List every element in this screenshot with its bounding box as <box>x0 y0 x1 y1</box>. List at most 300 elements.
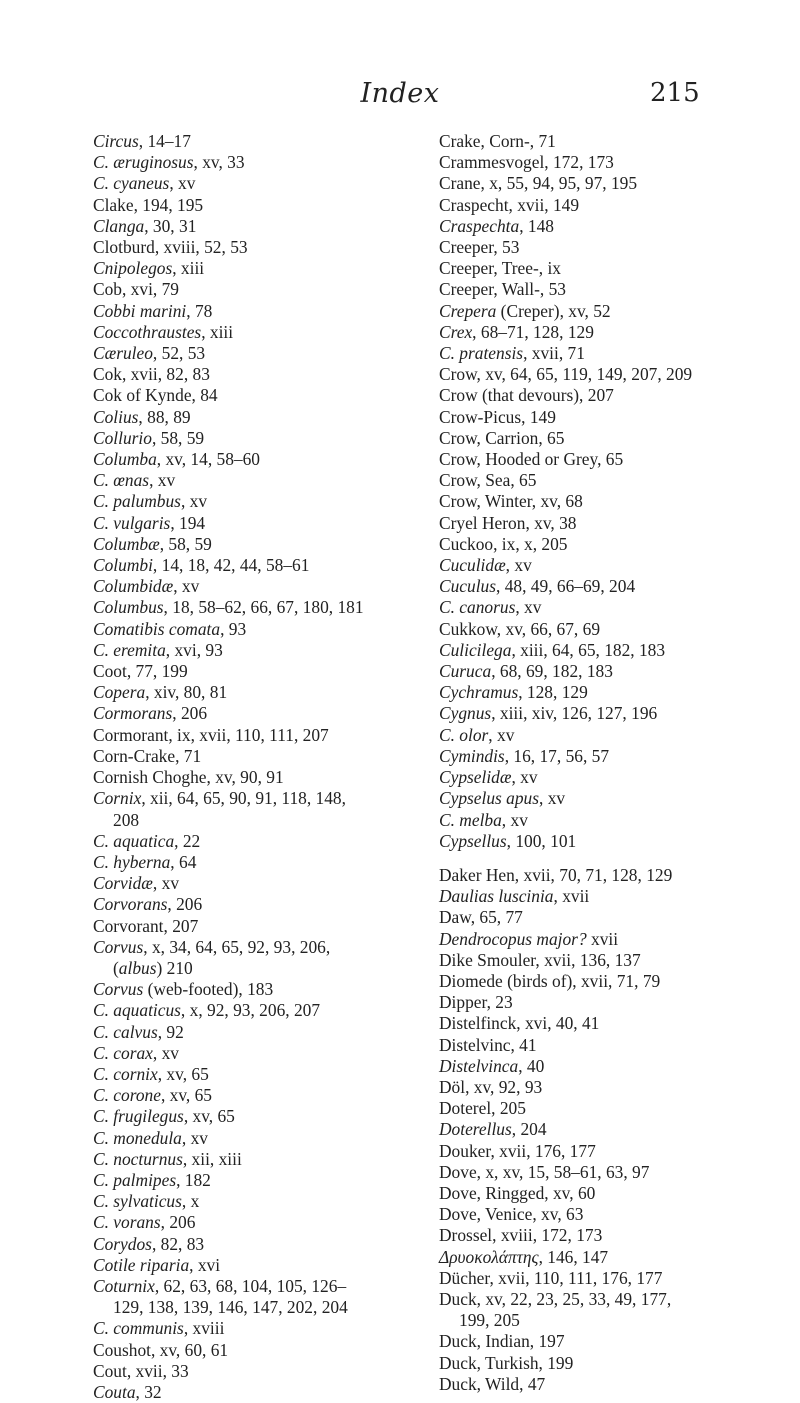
index-entry-text: Cukkow, xv, 66, 67, 69 <box>439 618 601 639</box>
index-entry-text: , xvii <box>553 886 590 907</box>
index-entry-italic-text: C. æruginosus <box>93 152 194 173</box>
index-entry-text: , 93 <box>220 618 247 639</box>
index-entry <box>439 1162 789 1183</box>
index-entry <box>439 907 789 928</box>
index-entry <box>439 682 789 703</box>
index-entry <box>439 385 789 406</box>
index-entry <box>439 865 789 886</box>
index-entry-text: , 148 <box>519 215 554 236</box>
index-entry-text: , 52, 53 <box>152 343 206 364</box>
index-column-left <box>93 131 453 1403</box>
index-entry-text: , x <box>181 1191 200 1212</box>
index-entry-text: Creeper, 53 <box>439 237 520 258</box>
index-entry <box>93 1212 453 1233</box>
index-entry-text: , xvi <box>189 1254 221 1275</box>
index-entry-italic-text: Cnipolegos <box>93 258 173 279</box>
index-entry <box>93 1149 453 1170</box>
index-entry-text: , xviii <box>183 1318 225 1339</box>
index-entry <box>93 746 453 767</box>
index-entry <box>439 597 789 618</box>
index-entry <box>93 1255 453 1276</box>
index-entry <box>439 971 789 992</box>
index-entry-italic-text: C. corax <box>93 1042 153 1063</box>
index-entry <box>93 788 453 809</box>
index-entry-italic-text: C. aquaticus <box>93 1000 181 1021</box>
index-entry-text: Doterel, 205 <box>439 1098 526 1119</box>
index-entry-text: , xv, 65 <box>183 1106 235 1127</box>
index-entry-text: (Creper), xv, 52 <box>496 300 611 321</box>
index-entry <box>439 810 789 831</box>
index-entry-italic-text: albus <box>118 957 157 978</box>
index-entry-italic-text: Dendrocopus major? <box>439 928 587 949</box>
index-entry <box>93 195 453 216</box>
index-entry-text: Cuckoo, ix, x, 205 <box>439 533 568 554</box>
index-entry-italic-text: Crepera <box>439 300 497 321</box>
index-entry <box>93 385 453 406</box>
index-entry-italic-text: Cuculus <box>439 576 497 597</box>
index-entry-continuation <box>93 810 453 831</box>
index-entry <box>439 513 789 534</box>
index-entry <box>93 1085 453 1106</box>
index-entry-italic-text: C. eremita <box>93 639 166 660</box>
index-entry <box>93 894 453 915</box>
index-entry <box>93 301 453 322</box>
index-entry <box>93 937 453 958</box>
index-entry-italic-text: Clanga <box>93 215 145 236</box>
index-entry-italic-text: C. cyaneus <box>93 173 170 194</box>
index-entry-italic-text: Cæruleo <box>93 343 153 364</box>
index-entry-text: Daker Hen, xvii, 70, 71, 128, 129 <box>439 864 673 885</box>
index-entry-italic-text: Cygnus <box>439 703 492 724</box>
index-entry <box>439 428 789 449</box>
index-entry <box>439 746 789 767</box>
index-entry <box>439 237 789 258</box>
index-entry <box>93 470 453 491</box>
index-entry <box>93 1064 453 1085</box>
index-entry-text: , 30, 31 <box>144 215 197 236</box>
index-entry-italic-text: C. pratensis <box>439 343 524 364</box>
index-entry-text: Craspecht, xvii, 149 <box>439 194 580 215</box>
index-entry <box>93 152 453 173</box>
index-entry-italic-text: Corvus <box>93 936 144 957</box>
index-entry-text: Coushot, xv, 60, 61 <box>93 1339 229 1360</box>
index-entry-text: , 92 <box>157 1021 184 1042</box>
index-entry-italic-text: Distelvinca <box>439 1055 519 1076</box>
index-entry-text: , xvii, 71 <box>523 343 585 364</box>
index-entry-text: , 18, 58–62, 66, 67, 180, 181 <box>163 597 364 618</box>
index-entry-text: ( <box>113 957 119 978</box>
index-entry <box>439 364 789 385</box>
index-entry <box>439 152 789 173</box>
index-entry-italic-text: Columba <box>93 449 157 470</box>
index-entry <box>439 131 789 152</box>
index-entry-text: , xv <box>539 788 566 809</box>
index-entry-italic-text: C. hyberna <box>93 851 171 872</box>
index-entry-italic-text: Copera <box>93 682 146 703</box>
index-entry <box>93 1276 453 1297</box>
index-entry-italic-text: C. aquatica <box>93 830 175 851</box>
index-entry-italic-text: C. melba <box>439 809 502 830</box>
index-entry-text: , 14–17 <box>138 131 191 151</box>
index-entry <box>93 767 453 788</box>
index-entry-italic-text: Corvidæ <box>93 873 153 894</box>
index-entry-italic-text: C. vorans <box>93 1212 161 1233</box>
index-entry-text: , 40 <box>518 1055 545 1076</box>
index-entry-text: , 68, 69, 182, 183 <box>491 661 613 682</box>
index-entry-text: , xv <box>488 724 515 745</box>
index-entry-italic-text: Coturnix <box>93 1275 155 1296</box>
index-entry-italic-text: C. olor <box>439 724 489 745</box>
index-entry-text: (web-footed), 183 <box>143 979 274 1000</box>
index-entry-text: , xv <box>515 597 542 618</box>
index-entry-text: Distelfinck, xvi, 40, 41 <box>439 1013 600 1034</box>
index-entry-italic-text: Culicilega <box>439 639 512 660</box>
index-entry <box>439 1035 789 1056</box>
index-entry-text: , 206 <box>167 894 203 915</box>
index-entry-text: , xv <box>173 576 200 597</box>
index-entry-italic-text: Cornix <box>93 788 142 809</box>
index-entry <box>439 1119 789 1140</box>
index-entry-text: , xv <box>149 470 176 491</box>
index-column-right <box>439 131 789 1395</box>
index-entry <box>93 852 453 873</box>
index-entry-text: , 206 <box>160 1212 196 1233</box>
index-entry-continuation <box>93 958 453 979</box>
index-entry <box>93 322 453 343</box>
index-entry <box>93 449 453 470</box>
index-entry <box>439 449 789 470</box>
index-entry-text: ) 210 <box>156 957 193 978</box>
index-entry-text: Cornish Choghe, xv, 90, 91 <box>93 767 284 788</box>
index-entry-text: Cok, xvii, 82, 83 <box>93 364 210 385</box>
index-entry <box>93 873 453 894</box>
index-entry-text: Crake, Corn-, 71 <box>439 131 556 151</box>
index-entry-text: , xv, 14, 58–60 <box>156 449 260 470</box>
index-entry-italic-text: Curuca <box>439 661 492 682</box>
index-entry-italic-text: Cotile riparia <box>93 1254 190 1275</box>
index-entry-italic-text: Corydos <box>93 1233 152 1254</box>
index-entry <box>439 1098 789 1119</box>
index-entry <box>93 1170 453 1191</box>
index-entry <box>439 1141 789 1162</box>
index-entry <box>93 258 453 279</box>
index-entry <box>439 1289 789 1310</box>
index-entry <box>93 619 453 640</box>
index-entry <box>93 576 453 597</box>
index-entry <box>439 640 789 661</box>
index-entry-text: Dike Smouler, xvii, 136, 137 <box>439 949 641 970</box>
index-entry <box>93 513 453 534</box>
index-entry-text: xvii <box>586 928 619 949</box>
index-entry-text: , xv <box>152 873 180 894</box>
index-entry-text: Coot, 77, 199 <box>93 661 188 682</box>
index-entry-text: 199, 205 <box>459 1310 520 1331</box>
index-entry-text: , 32 <box>135 1381 162 1402</box>
index-entry-text: , xv, 33 <box>193 152 245 173</box>
index-entry-text: Distelvinc, 41 <box>439 1034 537 1055</box>
index-entry-italic-text: C. œnas <box>93 470 150 491</box>
index-entry-italic-text: Columbus <box>93 597 164 618</box>
index-entry-text: , 146, 147 <box>538 1246 609 1267</box>
index-entry <box>93 682 453 703</box>
index-entry <box>93 1043 453 1064</box>
index-entry <box>93 831 453 852</box>
index-entry <box>439 1077 789 1098</box>
index-entry-italic-text: Circus <box>93 131 139 151</box>
index-entry-text: Duck, xv, 22, 23, 25, 33, 49, 177, <box>439 1288 672 1309</box>
index-entry-italic-text: C. calvus <box>93 1021 158 1042</box>
index-entry <box>439 195 789 216</box>
index-entry-italic-text: Crex <box>439 321 473 342</box>
index-entry-text: Creeper, Tree-, ix <box>439 258 561 279</box>
index-entry <box>439 619 789 640</box>
index-entry <box>93 1191 453 1212</box>
index-entry <box>93 364 453 385</box>
index-entry-italic-text: C. vulgaris <box>93 512 171 533</box>
index-entry-text: , 16, 17, 56, 57 <box>504 745 610 766</box>
index-entry-text: , xv <box>180 491 208 512</box>
index-entry <box>439 767 789 788</box>
index-entry-text: , 100, 101 <box>506 830 577 851</box>
index-entry-text: Cok of Kynde, 84 <box>93 385 218 406</box>
index-entry-italic-text: Corvorans <box>93 894 168 915</box>
index-entry <box>439 886 789 907</box>
index-entry-italic-text: C. corone <box>93 1085 161 1106</box>
index-entry-italic-text: C. sylvaticus <box>93 1191 182 1212</box>
index-entry <box>93 1106 453 1127</box>
index-entry-text: Duck, Turkish, 199 <box>439 1352 574 1373</box>
index-entry <box>93 173 453 194</box>
index-entry-text: , 128, 129 <box>518 682 588 703</box>
index-entry-text: , xv, 65 <box>157 1063 209 1084</box>
index-entry-italic-text: Columbæ <box>93 533 160 554</box>
index-entry-text: , xiii <box>201 321 234 342</box>
index-entry-text: 208 <box>113 809 140 830</box>
index-entry-continuation <box>439 1310 789 1331</box>
index-entry <box>93 1234 453 1255</box>
index-entry <box>93 1318 453 1339</box>
index-entry <box>93 534 453 555</box>
index-entry-italic-text: Comatibis comata <box>93 618 221 639</box>
index-entry-text: 129, 138, 139, 146, 147, 202, 204 <box>113 1297 348 1318</box>
index-entry-text: , 182 <box>176 1169 211 1190</box>
index-entry-italic-text: C. monedula <box>93 1127 182 1148</box>
index-entry <box>439 555 789 576</box>
index-entry-text: , 62, 63, 68, 104, 105, 126– <box>154 1275 347 1296</box>
index-entry <box>439 992 789 1013</box>
index-entry <box>93 1361 453 1382</box>
index-entry-text: , x, 34, 64, 65, 92, 93, 206, <box>143 936 331 957</box>
index-entry-text: , 58, 59 <box>151 427 205 448</box>
page-number: 215 <box>650 78 700 108</box>
index-entry-italic-text: Colius <box>93 406 139 427</box>
index-entry-text: , xii, xiii <box>182 1148 242 1169</box>
index-entry-text: Cob, xvi, 79 <box>93 279 179 300</box>
index-entry-italic-text: C. frugilegus <box>93 1106 184 1127</box>
index-entry <box>93 640 453 661</box>
index-entry <box>439 216 789 237</box>
index-entry-text: Cout, xvii, 33 <box>93 1360 189 1381</box>
index-entry-text: Crow, Winter, xv, 68 <box>439 491 583 512</box>
index-entry-text: , 48, 49, 66–69, 204 <box>496 576 636 597</box>
index-entry-italic-text: Craspechta <box>439 215 520 236</box>
index-entry <box>439 1331 789 1352</box>
index-entry <box>93 491 453 512</box>
index-entry-italic-text: Cobbi marini <box>93 300 187 321</box>
index-entry <box>439 831 789 852</box>
index-entry-text: , xv <box>169 173 196 194</box>
index-entry <box>439 470 789 491</box>
index-entry <box>93 1128 453 1149</box>
index-entry <box>439 576 789 597</box>
index-entry <box>439 407 789 428</box>
index-entry <box>93 237 453 258</box>
index-entry <box>439 301 789 322</box>
index-entry-italic-text: Cuculidæ <box>439 555 506 576</box>
index-entry <box>93 1340 453 1361</box>
index-entry <box>93 1000 453 1021</box>
index-entry-text: , xii, 64, 65, 90, 91, 118, 148, <box>141 788 346 809</box>
index-entry-text: Dove, Venice, xv, 63 <box>439 1204 584 1225</box>
index-entry-text: Douker, xvii, 176, 177 <box>439 1140 596 1161</box>
index-entry-italic-text: C. palumbus <box>93 491 181 512</box>
index-entry <box>439 343 789 364</box>
index-entry-italic-text: Daulias luscinia <box>439 886 554 907</box>
index-entry-text: , xv <box>152 1042 179 1063</box>
index-entry <box>93 428 453 449</box>
index-entry-text: , x, 92, 93, 206, 207 <box>180 1000 321 1021</box>
index-entry-text: Duck, Indian, 197 <box>439 1331 565 1352</box>
index-entry-text: Corn-Crake, 71 <box>93 745 202 766</box>
index-entry-text: Crow, Hooded or Grey, 65 <box>439 449 624 470</box>
index-entry-italic-text: C. canorus <box>439 597 516 618</box>
index-entry-text: , 204 <box>511 1119 547 1140</box>
index-entry <box>93 725 453 746</box>
index-entry <box>93 343 453 364</box>
index-entry <box>439 1225 789 1246</box>
index-entry-text: , 82, 83 <box>151 1233 205 1254</box>
index-entry <box>439 929 789 950</box>
index-entry-text: , 206 <box>172 703 208 724</box>
index-entry-text: , 22 <box>174 830 201 851</box>
index-entry <box>439 661 789 682</box>
index-entry <box>93 703 453 724</box>
index-entry-italic-text: Corvus <box>93 979 144 1000</box>
index-entry <box>93 279 453 300</box>
index-entry <box>439 1183 789 1204</box>
index-entry-text: Crow, xv, 64, 65, 119, 149, 207, 209 <box>439 364 693 385</box>
index-entry-text: Corvorant, 207 <box>93 915 199 936</box>
index-entry <box>93 979 453 1000</box>
index-entry <box>439 725 789 746</box>
index-entry <box>93 407 453 428</box>
index-entry <box>439 950 789 971</box>
index-entry-text: , xv <box>505 555 532 576</box>
index-entry-text: , xiv, 80, 81 <box>145 682 228 703</box>
index-entry <box>439 491 789 512</box>
index-entry <box>439 1353 789 1374</box>
index-entry <box>439 1374 789 1395</box>
index-entry-text: Duck, Wild, 47 <box>439 1373 546 1394</box>
index-entry-text: Daw, 65, 77 <box>439 907 523 928</box>
index-entry-italic-text: C. nocturnus <box>93 1148 183 1169</box>
index-entry <box>93 216 453 237</box>
index-entry <box>439 173 789 194</box>
index-entry-text: Cormorant, ix, xvii, 110, 111, 207 <box>93 724 329 745</box>
index-entry-italic-text: Coccothraustes <box>93 321 202 342</box>
index-entry-text: Dücher, xvii, 110, 111, 176, 177 <box>439 1267 663 1288</box>
index-entry <box>93 916 453 937</box>
index-entry <box>439 322 789 343</box>
index-entry-italic-text: Cypselus apus <box>439 788 539 809</box>
index-entry-italic-text: C. communis <box>93 1318 184 1339</box>
index-entry-text: , xv, 65 <box>160 1085 212 1106</box>
index-entry <box>439 788 789 809</box>
index-entry-text: , 68–71, 128, 129 <box>472 321 594 342</box>
index-entry <box>439 1247 789 1268</box>
index-entry-italic-text: Cypsellus <box>439 830 507 851</box>
index-entry-text: , 194 <box>170 512 206 533</box>
index-entry <box>93 1382 453 1403</box>
index-entry-italic-text: Cychramus <box>439 682 519 703</box>
index-entry-text: , xiii, 64, 65, 182, 183 <box>511 639 666 660</box>
index-entry <box>439 703 789 724</box>
index-entry-text: , 58, 59 <box>159 533 212 554</box>
index-entry <box>439 534 789 555</box>
index-entry-text: , xv <box>181 1127 208 1148</box>
page-header-title: Index <box>360 78 440 109</box>
index-entry <box>439 1056 789 1077</box>
index-entry <box>439 1204 789 1225</box>
index-entry-text: Clotburd, xviii, 52, 53 <box>93 237 248 258</box>
index-entry-text: , xv <box>501 809 528 830</box>
index-entry-text: , xvi, 93 <box>165 639 223 660</box>
index-entry-text: Döl, xv, 92, 93 <box>439 1076 543 1097</box>
index-entry-text: Clake, 194, 195 <box>93 194 204 215</box>
index-entry-italic-text: C. palmipes <box>93 1169 177 1190</box>
index-entry-italic-text: Δρυοκολάπτης <box>439 1246 539 1267</box>
index-entry-text: Diomede (birds of), xvii, 71, 79 <box>439 970 661 991</box>
index-entry <box>93 597 453 618</box>
index-entry <box>93 1022 453 1043</box>
index-entry-italic-text: Cormorans <box>93 703 173 724</box>
index-entry <box>93 555 453 576</box>
index-entry-italic-text: Columbi <box>93 555 153 576</box>
index-entry <box>93 131 453 152</box>
index-entry-italic-text: Collurio <box>93 427 152 448</box>
index-entry-italic-text: Columbidæ <box>93 576 174 597</box>
index-entry-text: , xv <box>511 767 538 788</box>
index-entry-italic-text: Cypselidæ <box>439 767 512 788</box>
index-entry-text: Creeper, Wall-, 53 <box>439 279 566 300</box>
index-entry <box>93 661 453 682</box>
index-entry-text: , xiii, xiv, 126, 127, 196 <box>491 703 658 724</box>
index-entry-text: Dove, Ringged, xv, 60 <box>439 1182 596 1203</box>
index-entry-italic-text: Cymindis <box>439 745 505 766</box>
index-entry-text: , 14, 18, 42, 44, 58–61 <box>152 555 310 576</box>
index-entry-text: Drossel, xviii, 172, 173 <box>439 1225 603 1246</box>
index-entry-text: , 88, 89 <box>138 406 191 427</box>
index-entry <box>439 279 789 300</box>
index-entry-text: Crane, x, 55, 94, 95, 97, 195 <box>439 173 638 194</box>
index-entry-text: Crow, Sea, 65 <box>439 470 537 491</box>
index-entry-text: Cryel Heron, xv, 38 <box>439 512 577 533</box>
index-entry-italic-text: Couta <box>93 1381 136 1402</box>
index-entry-italic-text: C. cornix <box>93 1063 158 1084</box>
index-entry <box>439 258 789 279</box>
index-entry-text: Crow-Picus, 149 <box>439 406 556 427</box>
index-entry-text: Dove, x, xv, 15, 58–61, 63, 97 <box>439 1161 650 1182</box>
